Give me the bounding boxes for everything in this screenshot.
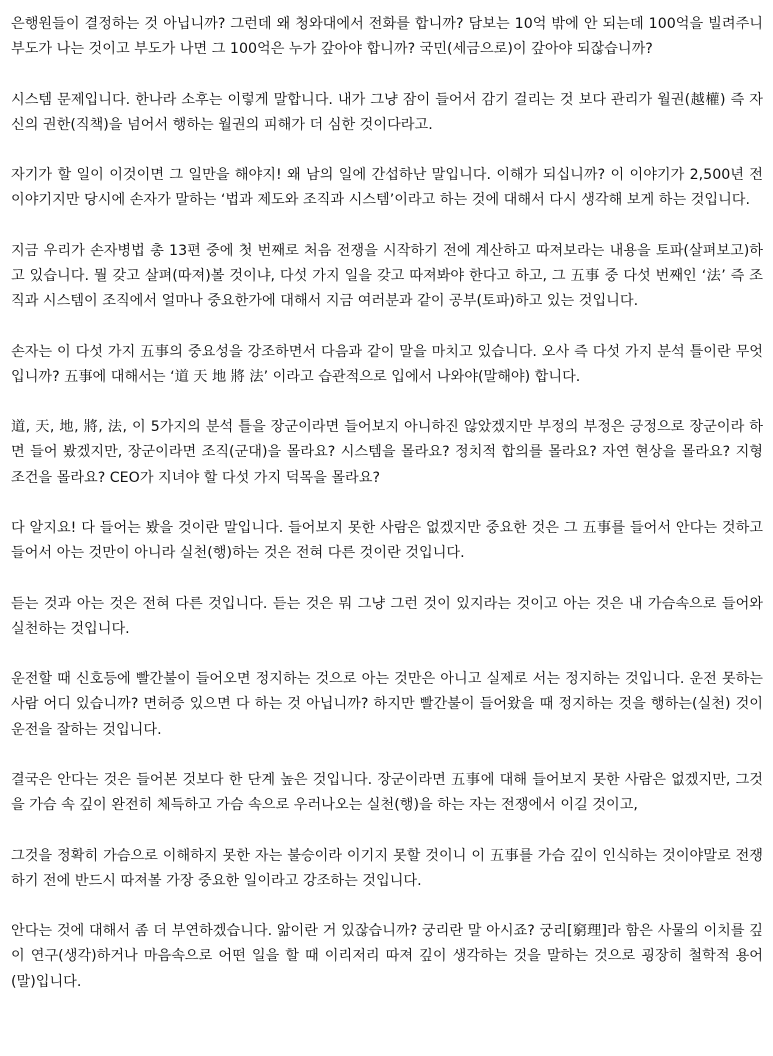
paragraph-9: 운전할 때 신호등에 빨간불이 들어오면 정지하는 것으로 아는 것만은 아니고 실제로 서는 정지하는 것입니다. 운전 못하는 사람 어디 있습니까? 면허증 있으면 다 하는 것 아닙니까? 하지만 빨간불이 들어왔을 때 정지하는 것을 행하는(실천) 것이 운전을 잘하는 것입니다. — [11, 671, 763, 738]
paragraph-12: 안다는 것에 대해서 좀 더 부연하겠습니다. 앎이란 거 있잖습니까? 궁리란 말 아시죠? 궁리[窮理]라 함은 사물의 이치를 깊이 연구(생각)하거나 마음속으로 어떤 일을 할 때 이리저리 따져 깊이 생각하는 것을 말하는 것으로 굉장히 철학적 용어(말)입니다. — [11, 923, 763, 990]
paragraph-1: 은행원들이 결정하는 것 아닙니까? 그런데 왜 청와대에서 전화를 합니까? 담보는 10억 밖에 안 되는데 100억을 빌려주니 부도가 나는 것이고 부도가 나면 그 100억은 누가 갚아야 합니까? 국민(세금으로)이 갚아야 되잖습니까? — [11, 16, 763, 58]
document-body — [11, 12, 763, 995]
paragraph-6: 道, 天, 地, 將, 法, 이 5가지의 분석 틀을 장군이라면 들어보지 아니하진 않았겠지만 부정의 부정은 긍정으로 장군이라 하면 들어 봤겠지만, 장군이라면 조직(군대)을 몰라요? 시스템을 몰라요? 정치적 합의를 몰라요? 자연 현상을 몰라요? 지형 조건을 몰라요? CEO가 지녀야 할 다섯 가지 덕목을 몰라요? — [11, 419, 763, 486]
paragraph-2: 시스템 문제입니다. 한나라 소후는 이렇게 말합니다. 내가 그냥 잠이 들어서 감기 걸리는 것 보다 관리가 월권(越權) 즉 자신의 권한(직책)을 넘어서 행하는 월권의 피해가 더 심한 것이다라고. — [11, 91, 763, 133]
paragraph-7: 다 알지요! 다 들어는 봤을 것이란 말입니다. 들어보지 못한 사람은 없겠지만 중요한 것은 그 五事를 들어서 안다는 것하고 들어서 아는 것만이 아니라 실천(행)하는 것은 전혀 다른 것이란 것입니다. — [11, 519, 763, 562]
paragraph-4: 지금 우리가 손자병법 총 13편 중에 첫 번째로 처음 전쟁을 시작하기 전에 계산하고 따져보라는 내용을 토파(살펴보고)하고 있습니다. 뭘 갖고 살펴(따져)볼 것이냐, 다섯 가지 일을 갖고 따져봐야 한다고 하고, 그 五事 중 다섯 번째인 ‘法’ 즉 조직과 시스템이 조직에서 얼마나 중요한가에 대해서 지금 여러분과 같이 공부(토파)하고 있는 것입니다. — [11, 242, 763, 310]
paragraph-5: 손자는 이 다섯 가지 五事의 중요성을 강조하면서 다음과 같이 말을 마치고 있습니다. 오사 즉 다섯 가지 분석 틀이란 무엇입니까? 五事에 대해서는 ‘道 天 地 將 法’ 이라고 습관적으로 입에서 나와야(말해야) 합니다. — [11, 343, 763, 385]
paragraph-3: 자기가 할 일이 이것이면 그 일만을 해야지! 왜 남의 일에 간섭하난 말입니다. 이해가 되십니까? 이 이야기가 2,500년 전 이야기지만 당시에 손자가 말하는 ‘법과 제도와 조직과 시스템’이라고 하는 것에 대해서 다시 생각해 보게 하는 것입니다. — [11, 167, 763, 209]
paragraph-11: 그것을 정확히 가슴으로 이해하지 못한 자는 불승이라 이기지 못할 것이니 이 五事를 가슴 깊이 인식하는 것이야말로 전쟁하기 전에 반드시 따져볼 가장 중요한 일이라고 강조하는 것입니다. — [11, 847, 763, 889]
paragraph-8: 듣는 것과 아는 것은 전혀 다른 것입니다. 듣는 것은 뭐 그냥 그런 것이 있지라는 것이고 아는 것은 내 가슴속으로 들어와 실천하는 것입니다. — [11, 595, 763, 637]
paragraph-10: 결국은 안다는 것은 들어본 것보다 한 단계 높은 것입니다. 장군이라면 五事에 대해 들어보지 못한 사람은 없겠지만, 그것을 가슴 속 깊이 완전히 체득하고 가슴 속으로 우러나오는 실천(행)을 하는 자는 전쟁에서 이길 것이고, — [11, 771, 763, 814]
